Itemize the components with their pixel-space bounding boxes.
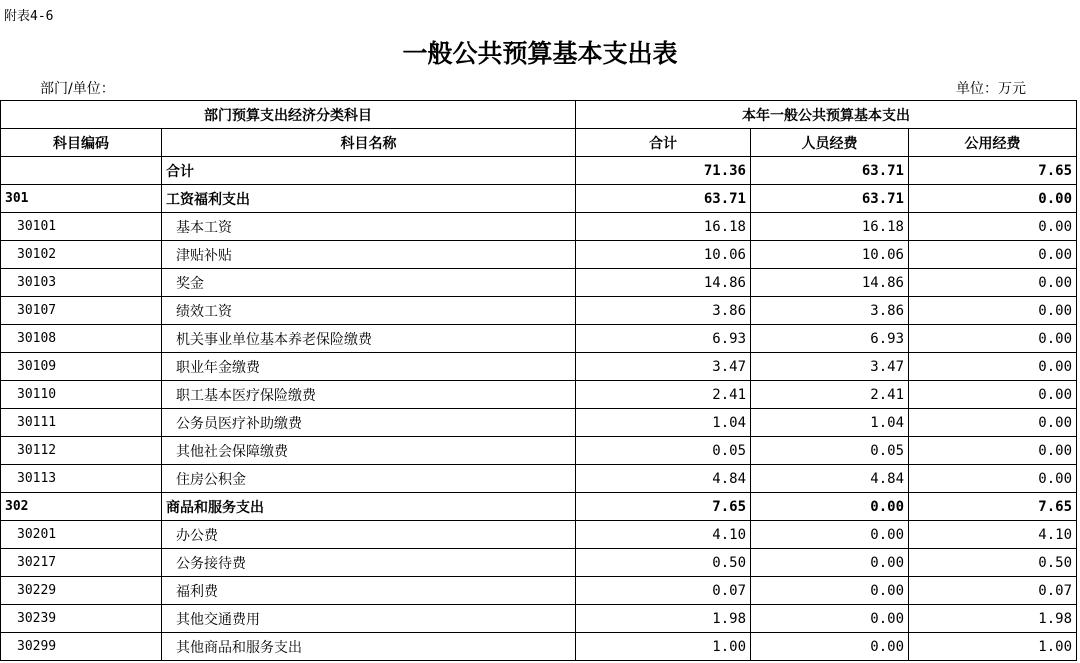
public-cell: 0.00	[909, 241, 1077, 269]
table-row	[1, 577, 1077, 605]
code-cell: 30201	[1, 521, 162, 549]
total-cell: 16.18	[576, 213, 751, 241]
total-cell: 1.04	[576, 409, 751, 437]
name-cell: 福利费	[162, 577, 576, 605]
personnel-cell: 4.84	[751, 465, 909, 493]
code-cell: 30103	[1, 269, 162, 297]
table-row	[1, 437, 1077, 465]
unit-label: 单位：万元	[956, 81, 1026, 97]
group-header-row	[1, 101, 1077, 129]
table-body	[1, 157, 1077, 661]
code-cell: 30229	[1, 577, 162, 605]
public-cell: 1.98	[909, 605, 1077, 633]
name-cell: 合计	[162, 157, 576, 185]
table-row	[1, 549, 1077, 577]
personnel-cell: 14.86	[751, 269, 909, 297]
name-cell: 其他社会保障缴费	[162, 437, 576, 465]
public-cell: 0.50	[909, 549, 1077, 577]
table-row	[1, 493, 1077, 521]
group-header-expenditure: 本年一般公共预算基本支出	[576, 101, 1077, 129]
total-cell: 14.86	[576, 269, 751, 297]
total-cell: 6.93	[576, 325, 751, 353]
code-cell: 30108	[1, 325, 162, 353]
total-cell: 0.07	[576, 577, 751, 605]
name-cell: 其他交通费用	[162, 605, 576, 633]
personnel-cell: 0.00	[751, 493, 909, 521]
group-header-classification: 部门预算支出经济分类科目	[1, 101, 576, 129]
name-cell: 工资福利支出	[162, 185, 576, 213]
table-row	[1, 521, 1077, 549]
col-header-total: 合计	[576, 129, 751, 157]
code-cell: 30239	[1, 605, 162, 633]
name-cell: 商品和服务支出	[162, 493, 576, 521]
public-cell: 0.00	[909, 213, 1077, 241]
col-header-public: 公用经费	[909, 129, 1077, 157]
personnel-cell: 2.41	[751, 381, 909, 409]
total-cell: 63.71	[576, 185, 751, 213]
table-row	[1, 353, 1077, 381]
public-cell: 0.07	[909, 577, 1077, 605]
page-title: 一般公共预算基本支出表	[402, 39, 678, 68]
name-cell: 津贴补贴	[162, 241, 576, 269]
name-cell: 公务员医疗补助缴费	[162, 409, 576, 437]
personnel-cell: 63.71	[751, 185, 909, 213]
public-cell: 4.10	[909, 521, 1077, 549]
name-cell: 奖金	[162, 269, 576, 297]
name-cell: 住房公积金	[162, 465, 576, 493]
public-cell: 0.00	[909, 381, 1077, 409]
personnel-cell: 3.47	[751, 353, 909, 381]
table-row	[1, 185, 1077, 213]
code-cell: 30217	[1, 549, 162, 577]
table-row	[1, 409, 1077, 437]
personnel-cell: 6.93	[751, 325, 909, 353]
total-cell: 0.05	[576, 437, 751, 465]
personnel-cell: 0.00	[751, 605, 909, 633]
public-cell: 0.00	[909, 409, 1077, 437]
personnel-cell: 10.06	[751, 241, 909, 269]
code-cell: 30112	[1, 437, 162, 465]
budget-table	[0, 100, 1077, 661]
public-cell: 0.00	[909, 325, 1077, 353]
col-header-code: 科目编码	[1, 129, 162, 157]
total-cell: 4.84	[576, 465, 751, 493]
code-cell: 30111	[1, 409, 162, 437]
total-cell: 71.36	[576, 157, 751, 185]
public-cell: 0.00	[909, 353, 1077, 381]
total-cell: 1.98	[576, 605, 751, 633]
total-cell: 0.50	[576, 549, 751, 577]
personnel-cell: 3.86	[751, 297, 909, 325]
code-cell: 30299	[1, 633, 162, 661]
name-cell: 公务接待费	[162, 549, 576, 577]
personnel-cell: 63.71	[751, 157, 909, 185]
public-cell: 7.65	[909, 157, 1077, 185]
name-cell: 基本工资	[162, 213, 576, 241]
name-cell: 职业年金缴费	[162, 353, 576, 381]
table-row	[1, 241, 1077, 269]
personnel-cell: 1.04	[751, 409, 909, 437]
public-cell: 0.00	[909, 465, 1077, 493]
table-row	[1, 605, 1077, 633]
code-cell: 30109	[1, 353, 162, 381]
public-cell: 1.00	[909, 633, 1077, 661]
name-cell: 机关事业单位基本养老保险缴费	[162, 325, 576, 353]
code-cell: 30102	[1, 241, 162, 269]
column-header-row	[1, 129, 1077, 157]
public-cell: 0.00	[909, 297, 1077, 325]
public-cell: 0.00	[909, 269, 1077, 297]
total-cell: 10.06	[576, 241, 751, 269]
personnel-cell: 0.00	[751, 549, 909, 577]
code-cell: 30101	[1, 213, 162, 241]
table-row	[1, 157, 1077, 185]
code-cell: 30110	[1, 381, 162, 409]
code-cell	[1, 157, 162, 185]
code-cell: 302	[1, 493, 162, 521]
name-cell: 职工基本医疗保险缴费	[162, 381, 576, 409]
code-cell: 301	[1, 185, 162, 213]
table-row	[1, 269, 1077, 297]
code-cell: 30113	[1, 465, 162, 493]
total-cell: 4.10	[576, 521, 751, 549]
public-cell: 0.00	[909, 185, 1077, 213]
name-cell: 办公费	[162, 521, 576, 549]
code-cell: 30107	[1, 297, 162, 325]
public-cell: 7.65	[909, 493, 1077, 521]
table-row	[1, 213, 1077, 241]
total-cell: 7.65	[576, 493, 751, 521]
attachment-label: 附表4-6	[4, 9, 54, 24]
table-row	[1, 465, 1077, 493]
table-row	[1, 325, 1077, 353]
table-row	[1, 633, 1077, 661]
total-cell: 3.86	[576, 297, 751, 325]
dept-label: 部门/单位：	[40, 81, 115, 97]
personnel-cell: 0.05	[751, 437, 909, 465]
personnel-cell: 16.18	[751, 213, 909, 241]
col-header-personnel: 人员经费	[751, 129, 909, 157]
personnel-cell: 0.00	[751, 521, 909, 549]
table-row	[1, 297, 1077, 325]
personnel-cell: 0.00	[751, 633, 909, 661]
total-cell: 3.47	[576, 353, 751, 381]
name-cell: 其他商品和服务支出	[162, 633, 576, 661]
personnel-cell: 0.00	[751, 577, 909, 605]
col-header-name: 科目名称	[162, 129, 576, 157]
public-cell: 0.00	[909, 437, 1077, 465]
total-cell: 1.00	[576, 633, 751, 661]
table-row	[1, 381, 1077, 409]
name-cell: 绩效工资	[162, 297, 576, 325]
total-cell: 2.41	[576, 381, 751, 409]
